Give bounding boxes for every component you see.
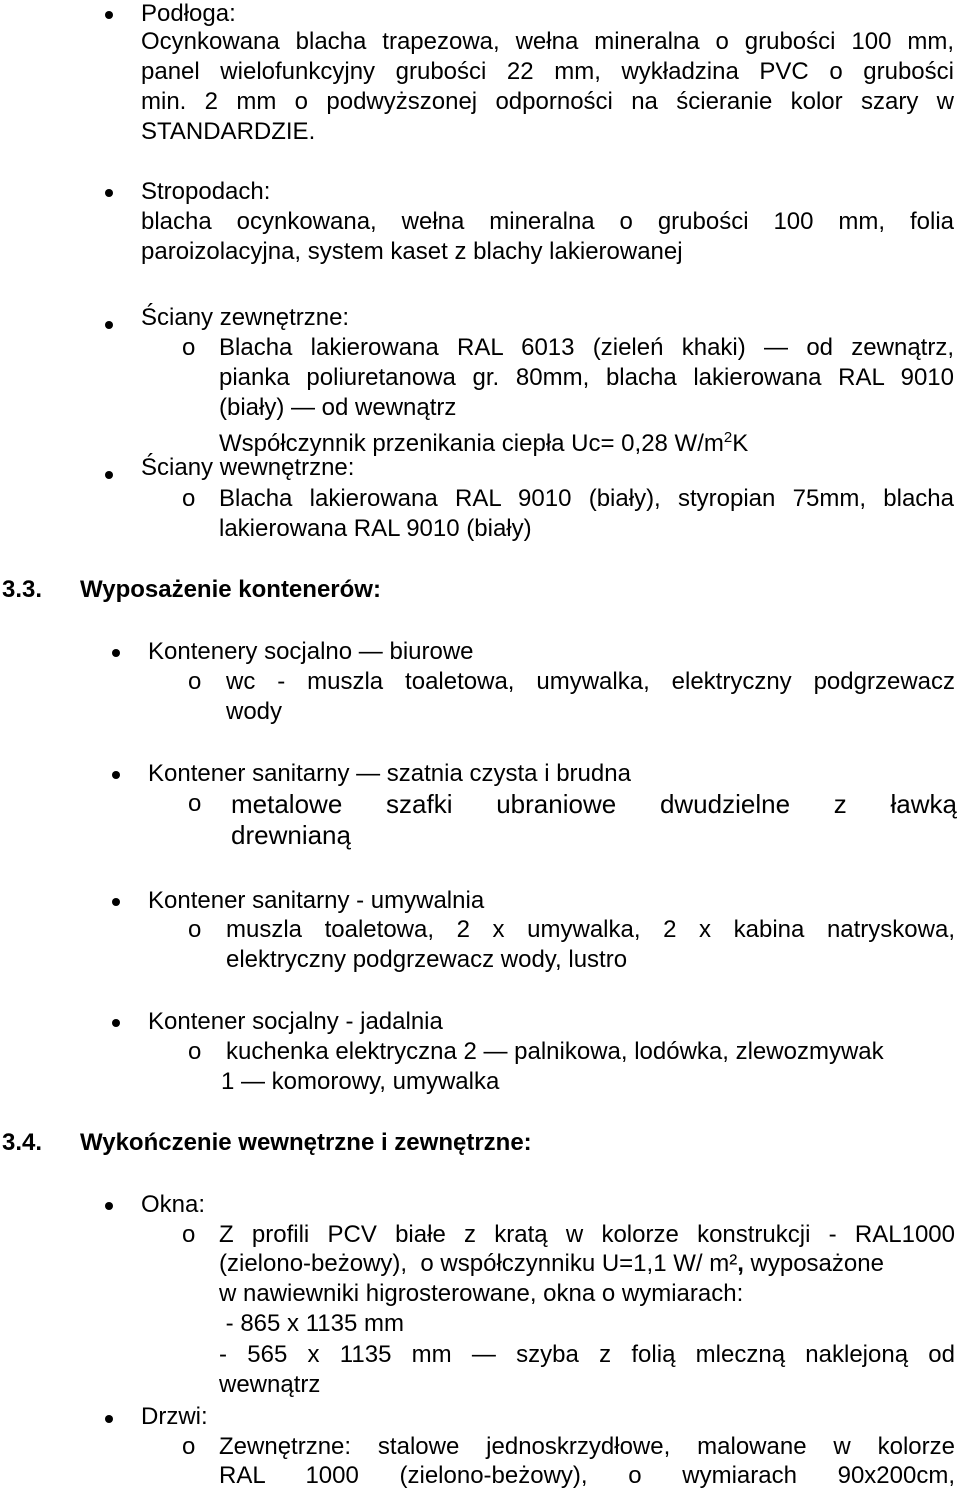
kontener-3-title: Kontener sanitarny - umywalnia bbox=[148, 887, 485, 914]
section-number: 3.3. bbox=[2, 576, 43, 603]
okna-label: Okna: bbox=[141, 1191, 206, 1218]
drzwi-label: Drzwi: bbox=[141, 1403, 208, 1430]
sciany-zewnetrzne-line-1: Blacha lakierowana RAL 6013 (zieleń khaki) — od zewnątrz, bbox=[219, 334, 954, 361]
sciany-zewnetrzne-label: Ściany zewnętrzne: bbox=[141, 304, 350, 331]
kontener-2-line-1: metalowe szafki ubraniowe dwudzielne z ławką bbox=[231, 789, 957, 819]
sciany-zewnetrzne-line-3: (biały) — od wewnątrz bbox=[219, 394, 457, 421]
okna-line-1: Z profili PCV białe z kratą w kolorze konstrukcji - RAL1000 bbox=[219, 1221, 955, 1248]
kontener-1-line-1: wc - muszla toaletowa, umywalka, elektryczny podgrzewacz bbox=[226, 668, 955, 695]
section-heading: Wykończenie wewnętrzne i zewnętrzne: bbox=[80, 1129, 532, 1156]
sub-bullet-icon: o bbox=[188, 668, 202, 695]
bullet-icon bbox=[112, 649, 120, 657]
sub-bullet-icon: o bbox=[182, 1433, 196, 1460]
drzwi-line-2: RAL 1000 (zielono-beżowy), o wymiarach 90x200cm, bbox=[219, 1462, 955, 1489]
podloga-line-1: Ocynkowana blacha trapezowa, wełna mineralna o grubości 100 mm, bbox=[141, 28, 954, 55]
section-heading: Wyposażenie kontenerów: bbox=[80, 576, 381, 603]
okna-line-3: w nawiewniki higrosterowane, okna o wymiarach: bbox=[219, 1280, 744, 1307]
okna-line-2: (zielono-beżowy), o współczynniku U=1,1 W/ m², wyposażone bbox=[219, 1250, 884, 1277]
podloga-line-3: min. 2 mm o podwyższonej odporności na ścieranie kolor szary w bbox=[141, 88, 954, 115]
stropodach-line-2: paroizolacyjna, system kaset z blachy lakierowanej bbox=[141, 238, 683, 265]
kontener-3-line-1: muszla toaletowa, 2 x umywalka, 2 x kabina natryskowa, bbox=[226, 916, 955, 943]
kontener-3-line-2: elektryczny podgrzewacz wody, lustro bbox=[226, 946, 628, 973]
bullet-icon bbox=[105, 1415, 113, 1423]
section-number: 3.4. bbox=[2, 1129, 43, 1156]
bullet-icon bbox=[105, 189, 113, 197]
sciany-wewnetrzne-label: Ściany wewnętrzne: bbox=[141, 454, 355, 481]
okna-line-6: wewnątrz bbox=[219, 1371, 321, 1398]
sub-bullet-icon: o bbox=[182, 1221, 196, 1248]
sub-bullet-icon: o bbox=[182, 485, 196, 512]
bullet-icon bbox=[105, 1202, 113, 1210]
heat-coefficient: Współczynnik przenikania ciepła Uc= 0,28 $W/m^2K$ bbox=[219, 429, 749, 457]
sciany-wewnetrzne-line-1: Blacha lakierowana RAL 9010 (biały), styropian 75mm, blacha bbox=[219, 485, 954, 512]
kontener-4-line-2: 1 — komorowy, umywalka bbox=[221, 1068, 500, 1095]
sub-bullet-icon: o bbox=[188, 1038, 202, 1065]
drzwi-line-1: Zewnętrzne: stalowe jednoskrzydłowe, malowane w kolorze bbox=[219, 1433, 955, 1460]
stropodach-line-1: blacha ocynkowana, wełna mineralna o grubości 100 mm, folia bbox=[141, 208, 954, 235]
bullet-icon bbox=[112, 771, 120, 779]
stropodach-label: Stropodach: bbox=[141, 178, 271, 205]
kontener-1-line-2: wody bbox=[226, 698, 283, 725]
kontener-4-line-1: kuchenka elektryczna 2 — palnikowa, lodówka, zlewozmywak bbox=[226, 1038, 884, 1065]
bullet-icon bbox=[105, 11, 113, 19]
bullet-icon bbox=[105, 471, 113, 479]
kontener-2-line-2: drewnianą bbox=[231, 820, 351, 850]
kontener-1-title: Kontenery socjalno — biurowe bbox=[148, 638, 474, 665]
bullet-icon bbox=[105, 321, 113, 329]
bullet-icon bbox=[112, 1019, 120, 1027]
sub-bullet-icon: o bbox=[188, 916, 202, 943]
kontener-2-title: Kontener sanitarny — szatnia czysta i brudna bbox=[148, 760, 631, 787]
kontener-4-title: Kontener socjalny - jadalnia bbox=[148, 1008, 443, 1035]
podloga-line-2: panel wielofunkcyjny grubości 22 mm, wykładzina PVC o grubości bbox=[141, 58, 954, 85]
okna-line-5: - 565 x 1135 mm — szyba z folią mleczną naklejoną od bbox=[219, 1341, 955, 1368]
podloga-line-4: STANDARDZIE. bbox=[141, 118, 316, 145]
okna-line-4: - 865 x 1135 mm bbox=[219, 1310, 404, 1337]
podloga-label: Podłoga: bbox=[141, 0, 236, 27]
sub-bullet-icon: o bbox=[188, 790, 202, 817]
sciany-zewnetrzne-line-2: pianka poliuretanowa gr. 80mm, blacha lakierowana RAL 9010 bbox=[219, 364, 954, 391]
sciany-wewnetrzne-line-2: lakierowana RAL 9010 (biały) bbox=[219, 515, 532, 542]
bullet-icon bbox=[112, 898, 120, 906]
sub-bullet-icon: o bbox=[182, 334, 196, 361]
